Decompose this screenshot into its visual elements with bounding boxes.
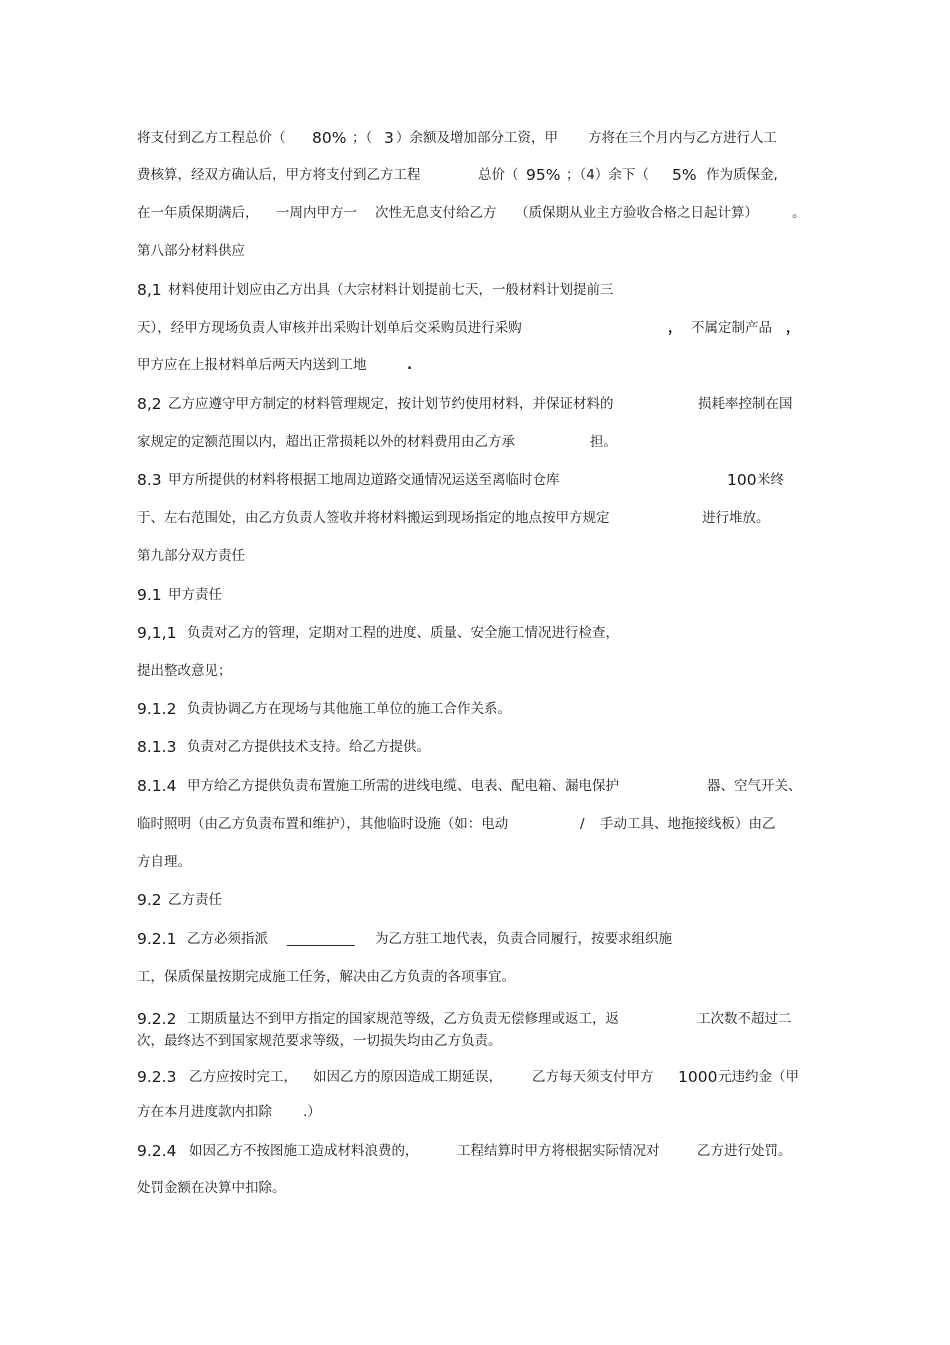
- clause-number: 9.1: [137, 586, 162, 604]
- text-line-number: 80%: [312, 129, 347, 147]
- section-heading: 第八部分材料供应: [137, 243, 245, 259]
- text-line-number: 100: [727, 471, 757, 489]
- text-line: 甲方所提供的材料将根据工地周边道路交通情况运送至离临时仓库: [168, 472, 560, 488]
- text-line: 费核算，经双方确认后，甲方将支付到乙方工程: [137, 167, 421, 183]
- text-line-number: 5%: [672, 166, 697, 184]
- text-line: 工，保质保量按期完成施工任务，解决由乙方负责的各项事宜。: [137, 969, 515, 985]
- text-line: 损耗率控制在国: [698, 396, 793, 412]
- text-line: ，: [668, 320, 682, 336]
- clause-number: 8,1: [137, 281, 162, 299]
- text-line: 甲方给乙方提供负责布置施工所需的进线电缆、电表、配电箱、漏电保护: [187, 778, 619, 794]
- clause-number: 9.2.4: [137, 1142, 177, 1160]
- clause-number: 9.2.3: [137, 1068, 177, 1086]
- text-line: 作为质保金,: [706, 167, 778, 183]
- clause-number: 9.1.2: [137, 700, 177, 718]
- text-line: 处罚金额在决算中扣除。: [137, 1180, 286, 1196]
- text-line: 总价（: [478, 167, 519, 183]
- text-line: 将支付到乙方工程总价（: [137, 130, 286, 146]
- text-line: 器、空气开关、: [707, 778, 802, 794]
- text-line: 工次数不超过二: [697, 1011, 792, 1027]
- text-line: .）: [303, 1104, 321, 1120]
- text-line: 天），经甲方现场负责人审核并出采购计划单后交采购员进行采购: [137, 320, 522, 336]
- clause-number: 9.2.2: [137, 1010, 177, 1028]
- text-line: 甲方应在上报材料单后两天内送到工地: [137, 357, 367, 373]
- text-line: 担。: [590, 434, 617, 450]
- text-line: 次性无息支付给乙方: [375, 205, 497, 221]
- clause-number: 9.2.1: [137, 930, 177, 948]
- clause-number: 9,1,1: [137, 624, 177, 642]
- text-line: 次，最终达不到国家规范要求等级，一切损失均由乙方负责。: [137, 1033, 502, 1049]
- text-line: /: [580, 816, 585, 832]
- text-line: 负责协调乙方在现场与其他施工单位的施工合作关系。: [187, 701, 511, 717]
- text-line: 材料使用计划应由乙方出具（大宗材料计划提前七天，一般材料计划提前三: [168, 282, 614, 298]
- text-line: 在一年质保期满后，: [137, 205, 259, 221]
- text-line: 工期质量达不到甲方指定的国家规范等级，乙方负责无偿修理或返工，返: [187, 1011, 619, 1027]
- text-line: 乙方每天须支付甲方: [532, 1069, 654, 1085]
- text-line: 乙方责任: [168, 892, 222, 908]
- text-line: ）余额及增加部分工资，甲: [396, 130, 558, 146]
- text-line-number: 1000: [678, 1068, 718, 1086]
- clause-number: 9.2: [137, 891, 162, 909]
- text-line: 手动工具、地拖接线板）由乙: [600, 816, 776, 832]
- text-line: （质保期从业主方验收合格之日起计算）: [515, 205, 758, 221]
- text-line: 进行堆放。: [702, 510, 770, 526]
- blank-field: __________: [287, 931, 355, 947]
- text-line: 一周内甲方一: [276, 205, 357, 221]
- text-line: 元违约金（甲: [718, 1069, 799, 1085]
- text-line: 负责对乙方提供技术支持。给乙方提供。: [187, 739, 430, 755]
- clause-number: 8.1.3: [137, 738, 177, 756]
- text-line: 方在本月进度款内扣除: [137, 1104, 272, 1120]
- text-line: 临时照明（由乙方负责布置和维护），其他临时设施（如：电动: [137, 816, 509, 832]
- text-line: ；（: [352, 130, 373, 146]
- text-line: ；（4）余下（: [566, 167, 649, 183]
- text-line: 米终: [757, 472, 784, 488]
- text-line: 家规定的定额范围以内，超出正常损耗以外的材料费用由乙方承: [137, 434, 515, 450]
- text-line: 。: [792, 205, 806, 221]
- text-line: 乙方应遵守甲方制定的材料管理规定，按计划节约使用材料，并保证材料的: [168, 396, 614, 412]
- clause-number: 8.3: [137, 471, 162, 489]
- text-line: 如因乙方的原因造成工期延误，: [313, 1069, 502, 1085]
- text-line: 为乙方驻工地代表，负责合同履行，按要求组织施: [375, 931, 672, 947]
- text-line: ，: [786, 320, 800, 336]
- text-line: 工程结算时甲方将根据实际情况对: [457, 1143, 660, 1159]
- text-line: 如因乙方不按图施工造成材料浪费的，: [189, 1143, 419, 1159]
- text-line: 乙方应按时完工，: [189, 1069, 297, 1085]
- text-line: 乙方进行处罚。: [697, 1143, 792, 1159]
- text-line-number: 3: [384, 129, 394, 147]
- section-heading: 第九部分双方责任: [137, 548, 245, 564]
- text-line: 于、左右范围处，由乙方负责人签收并将材料搬运到现场指定的地点按甲方规定: [137, 510, 610, 526]
- text-line: 方将在三个月内与乙方进行人工: [588, 130, 777, 146]
- text-line: 提出整改意见；: [137, 663, 232, 679]
- clause-number: 8.1.4: [137, 777, 177, 795]
- text-line-number: 95%: [526, 166, 561, 184]
- text-line: .: [407, 357, 413, 373]
- clause-number: 8,2: [137, 395, 162, 413]
- text-line: 方自理。: [137, 854, 191, 870]
- text-line: 甲方责任: [168, 587, 222, 603]
- text-line: 不属定制产品: [691, 320, 772, 336]
- text-line: 负责对乙方的管理，定期对工程的进度、质量、安全施工情况进行检查，: [187, 625, 619, 641]
- text-line: 乙方必须指派: [187, 931, 268, 947]
